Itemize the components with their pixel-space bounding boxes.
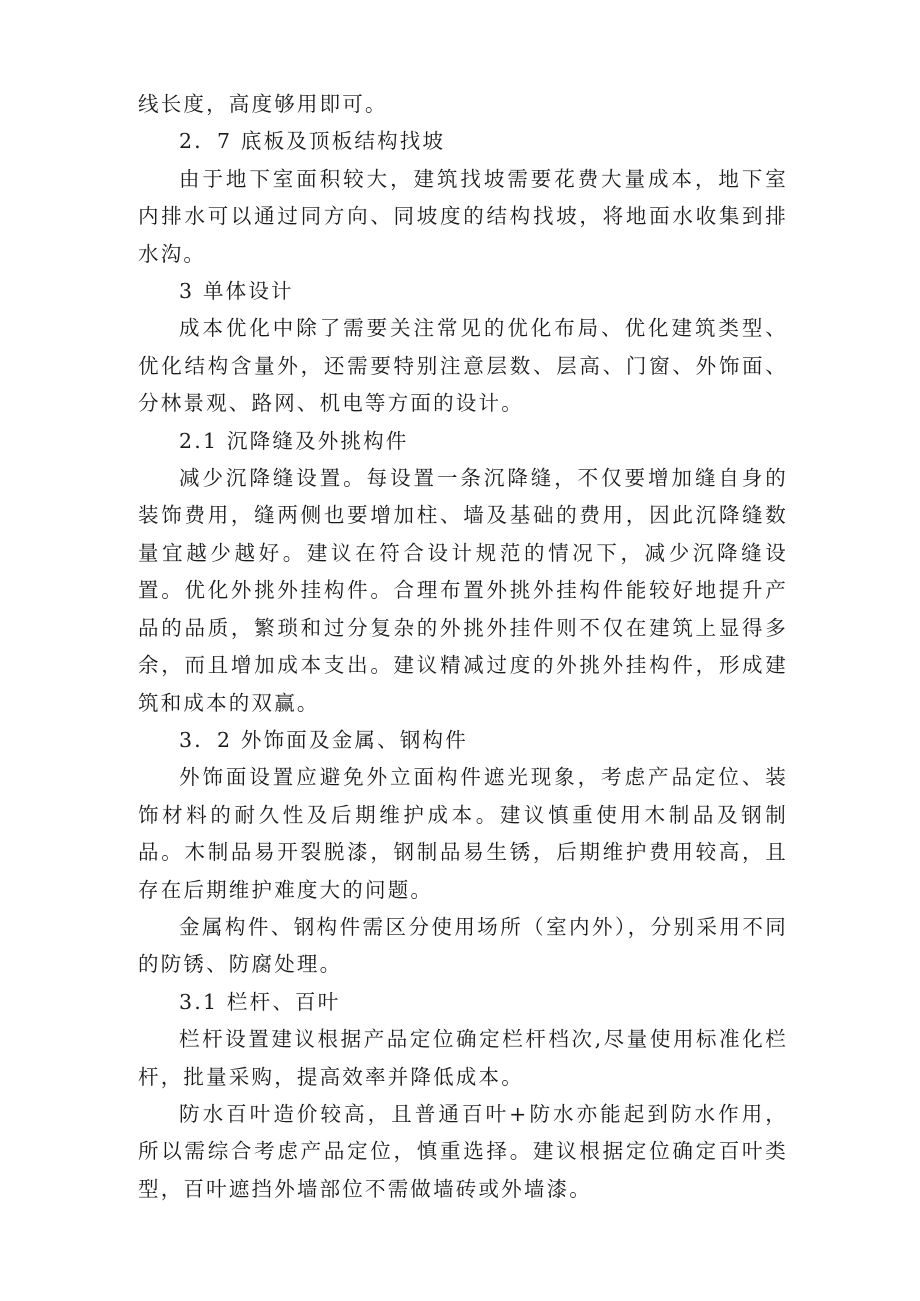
paragraph-slab-slope: 由于地下室面积较大，建筑找坡需要花费大量成本，地下室内排水可以通过同方向、同坡度的结构找坡，将地面水收集到排水沟。 <box>138 166 788 266</box>
section-heading-3-1: 3.1 栏杆、百叶 <box>179 989 341 1014</box>
paragraph-settlement-joint: 减少沉降缝设置。每设置一条沉降缝，不仅要增加缝自身的装饰费用，缝两侧也要增加柱、墙及基础的费用，因此沉降缝数量宜越少越好。建议在符合设计规范的情况下，减少沉降缝设置。优化外挑外挂构件。合理布置外挑外挂构件能较好地提升产品的品质，繁琐和过分复杂的外挑外挂件则不仅在建筑上显得多余，而且增加成本支出。建议精减过度的外挑外挂构件，形成建筑和成本的双赢。 <box>138 466 788 715</box>
paragraph-facade: 外饰面设置应避免外立面构件遮光现象，考虑产品定位、装饰材料的耐久性及后期维护成本。建议慎重使用木制品及钢制品。木制品易开裂脱漆，钢制品易生锈，后期维护费用较高，且存在后期维护难度大的问题。 <box>138 765 788 902</box>
section-heading-2-7: 2．7 底板及顶板结构找坡 <box>179 129 446 154</box>
paragraph-continuation: 线长度，高度够用即可。 <box>138 92 388 116</box>
paragraph-louver: 防水百叶造价较高，且普通百叶+防水亦能起到防水作用，所以需综合考虑产品定位，慎重选择。建议根据定位确定百叶类型，百叶遮挡外墙部位不需做墙砖或外墙漆。 <box>138 1101 788 1201</box>
document-body <box>138 86 788 1208</box>
section-heading-3-2: 3．2 外饰面及金属、钢构件 <box>179 727 468 752</box>
paragraph-cost-optimization: 成本优化中除了需要关注常见的优化布局、优化建筑类型、优化结构含量外，还需要特别注意层数、层高、门窗、外饰面、分林景观、路网、机电等方面的设计。 <box>138 316 788 416</box>
section-heading-2-1: 2.1 沉降缝及外挑构件 <box>179 428 409 453</box>
paragraph-railing: 栏杆设置建议根据产品定位确定栏杆档次,尽量使用标准化栏杆，批量采购，提高效率并降低成本。 <box>138 1027 788 1089</box>
section-heading-3: 3 单体设计 <box>179 279 294 304</box>
paragraph-metal-components: 金属构件、钢构件需区分使用场所（室内外），分别采用不同的防锈、防腐处理。 <box>138 914 788 977</box>
